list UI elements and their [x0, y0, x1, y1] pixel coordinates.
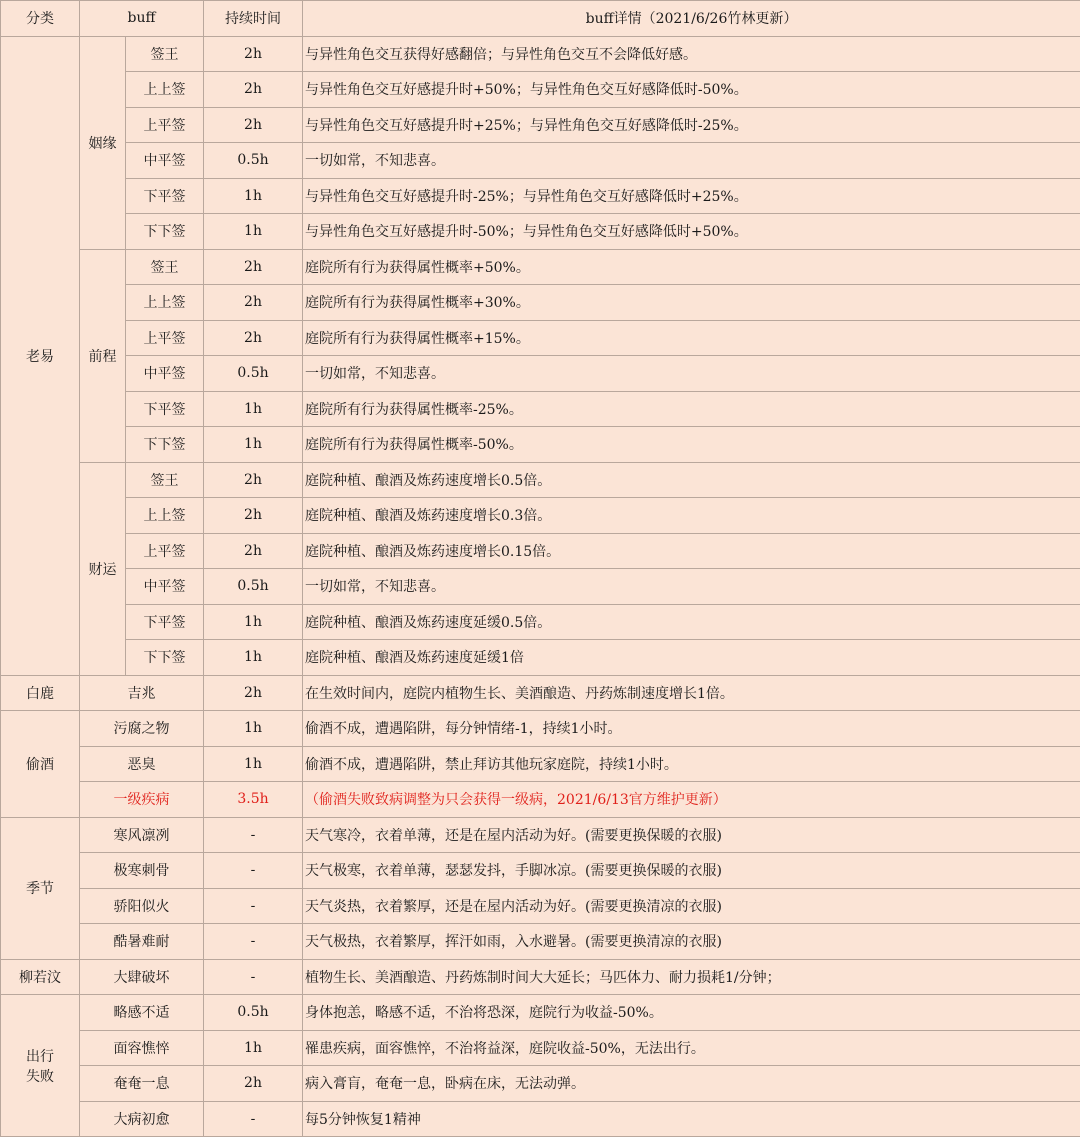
table-row — [1, 782, 1080, 818]
duration-cell: 1h — [204, 391, 303, 427]
table-row — [1, 391, 1080, 427]
table-row — [1, 1101, 1080, 1137]
buff-name-cell: 极寒刺骨 — [80, 853, 204, 889]
table-row — [1, 107, 1080, 143]
table-row — [1, 604, 1080, 640]
category-cell: 老易 — [1, 36, 80, 675]
table-row — [1, 178, 1080, 214]
header-row — [1, 1, 1080, 37]
duration-cell: 2h — [204, 249, 303, 285]
detail-cell: 庭院所有行为获得属性概率+50%。 — [303, 249, 1080, 285]
buff-name-cell: 上平签 — [126, 107, 204, 143]
table-row — [1, 498, 1080, 534]
table-row — [1, 746, 1080, 782]
duration-cell: 1h — [204, 604, 303, 640]
table-row — [1, 675, 1080, 711]
buff-name-cell: 下下签 — [126, 427, 204, 463]
table-row — [1, 320, 1080, 356]
header-detail: buff详情（2021/6/26竹林更新） — [303, 1, 1080, 37]
detail-cell: 每5分钟恢复1精神 — [303, 1101, 1080, 1137]
table-row — [1, 817, 1080, 853]
duration-cell: 1h — [204, 1030, 303, 1066]
category-cell: 季节 — [1, 817, 80, 959]
table-row — [1, 143, 1080, 179]
buff-name-cell: 上上签 — [126, 498, 204, 534]
buff-name-cell: 吉兆 — [80, 675, 204, 711]
table-row — [1, 462, 1080, 498]
table-row — [1, 249, 1080, 285]
table-row — [1, 285, 1080, 321]
duration-cell: 1h — [204, 746, 303, 782]
detail-cell: （偷酒失败致病调整为只会获得一级病，2021/6/13官方维护更新） — [303, 782, 1080, 818]
table-row — [1, 214, 1080, 250]
detail-cell: 与异性角色交互好感提升时+25%；与异性角色交互好感降低时-25%。 — [303, 107, 1080, 143]
detail-cell: 庭院所有行为获得属性概率-50%。 — [303, 427, 1080, 463]
duration-cell: 2h — [204, 285, 303, 321]
table-row — [1, 1030, 1080, 1066]
detail-cell: 庭院种植、酿酒及炼药速度增长0.15倍。 — [303, 533, 1080, 569]
buff-name-cell: 下平签 — [126, 178, 204, 214]
buff-name-cell: 骄阳似火 — [80, 888, 204, 924]
detail-cell: 偷酒不成，遭遇陷阱，禁止拜访其他玩家庭院，持续1小时。 — [303, 746, 1080, 782]
detail-cell: 庭院所有行为获得属性概率+30%。 — [303, 285, 1080, 321]
table-row — [1, 995, 1080, 1031]
duration-cell: 2h — [204, 533, 303, 569]
buff-name-cell: 一级疾病 — [80, 782, 204, 818]
buff-name-cell: 大病初愈 — [80, 1101, 204, 1137]
buff-name-cell: 上平签 — [126, 533, 204, 569]
duration-cell: 0.5h — [204, 356, 303, 392]
category-cell: 偷酒 — [1, 711, 80, 818]
duration-cell: - — [204, 853, 303, 889]
buff-name-cell: 下平签 — [126, 604, 204, 640]
table-row — [1, 569, 1080, 605]
category-cell: 出行 失败 — [1, 995, 80, 1137]
subcategory-cell: 姻缘 — [80, 36, 126, 249]
duration-cell: 3.5h — [204, 782, 303, 818]
buff-name-cell: 上平签 — [126, 320, 204, 356]
buff-name-cell: 中平签 — [126, 356, 204, 392]
duration-cell: - — [204, 924, 303, 960]
table-row — [1, 36, 1080, 72]
duration-cell: 1h — [204, 711, 303, 747]
table-row — [1, 888, 1080, 924]
detail-cell: 在生效时间内，庭院内植物生长、美酒酿造、丹药炼制速度增长1倍。 — [303, 675, 1080, 711]
duration-cell: 0.5h — [204, 995, 303, 1031]
detail-cell: 身体抱恙，略感不适，不治将恐深，庭院行为收益-50%。 — [303, 995, 1080, 1031]
detail-cell: 庭院种植、酿酒及炼药速度延缓0.5倍。 — [303, 604, 1080, 640]
detail-cell: 天气寒冷，衣着单薄，还是在屋内活动为好。(需要更换保暖的衣服) — [303, 817, 1080, 853]
detail-cell: 偷酒不成，遭遇陷阱，每分钟情绪-1，持续1小时。 — [303, 711, 1080, 747]
table-row — [1, 853, 1080, 889]
buff-name-cell: 签王 — [126, 462, 204, 498]
detail-cell: 庭院种植、酿酒及炼药速度延缓1倍 — [303, 640, 1080, 676]
duration-cell: - — [204, 1101, 303, 1137]
duration-cell: 2h — [204, 72, 303, 108]
duration-cell: - — [204, 888, 303, 924]
subcategory-cell: 财运 — [80, 462, 126, 675]
detail-cell: 庭院所有行为获得属性概率+15%。 — [303, 320, 1080, 356]
buff-name-cell: 恶臭 — [80, 746, 204, 782]
duration-cell: 2h — [204, 36, 303, 72]
detail-cell: 天气炎热，衣着繁厚，还是在屋内活动为好。(需要更换清凉的衣服) — [303, 888, 1080, 924]
table-row — [1, 72, 1080, 108]
detail-cell: 病入膏肓，奄奄一息，卧病在床，无法动弹。 — [303, 1066, 1080, 1102]
buff-name-cell: 下下签 — [126, 640, 204, 676]
detail-cell: 与异性角色交互好感提升时-50%；与异性角色交互好感降低时+50%。 — [303, 214, 1080, 250]
category-cell: 柳若汶 — [1, 959, 80, 995]
header-duration: 持续时间 — [204, 1, 303, 37]
buff-name-cell: 下平签 — [126, 391, 204, 427]
category-cell: 白鹿 — [1, 675, 80, 711]
detail-cell: 庭院种植、酿酒及炼药速度增长0.5倍。 — [303, 462, 1080, 498]
buff-name-cell: 奄奄一息 — [80, 1066, 204, 1102]
buff-name-cell: 上上签 — [126, 72, 204, 108]
buff-name-cell: 寒风凛冽 — [80, 817, 204, 853]
table-row — [1, 1066, 1080, 1102]
buff-name-cell: 略感不适 — [80, 995, 204, 1031]
detail-cell: 庭院种植、酿酒及炼药速度增长0.3倍。 — [303, 498, 1080, 534]
detail-cell: 庭院所有行为获得属性概率-25%。 — [303, 391, 1080, 427]
buff-name-cell: 污腐之物 — [80, 711, 204, 747]
table-body — [1, 36, 1080, 1137]
buff-name-cell: 面容憔悴 — [80, 1030, 204, 1066]
duration-cell: 2h — [204, 107, 303, 143]
duration-cell: 0.5h — [204, 143, 303, 179]
table-row — [1, 711, 1080, 747]
buff-name-cell: 签王 — [126, 249, 204, 285]
duration-cell: - — [204, 959, 303, 995]
detail-cell: 罹患疾病，面容憔悴，不治将益深，庭院收益-50%，无法出行。 — [303, 1030, 1080, 1066]
duration-cell: 1h — [204, 427, 303, 463]
table-row — [1, 356, 1080, 392]
duration-cell: 2h — [204, 1066, 303, 1102]
table-row — [1, 533, 1080, 569]
detail-cell: 天气极寒，衣着单薄，瑟瑟发抖，手脚冰凉。(需要更换保暖的衣服) — [303, 853, 1080, 889]
duration-cell: 2h — [204, 462, 303, 498]
detail-cell: 与异性角色交互好感提升时+50%；与异性角色交互好感降低时-50%。 — [303, 72, 1080, 108]
detail-cell: 一切如常，不知悲喜。 — [303, 143, 1080, 179]
buff-name-cell: 中平签 — [126, 569, 204, 605]
table-row — [1, 924, 1080, 960]
subcategory-cell: 前程 — [80, 249, 126, 462]
buff-name-cell: 大肆破坏 — [80, 959, 204, 995]
detail-cell: 天气极热，衣着繁厚，挥汗如雨，入水避暑。(需要更换清凉的衣服) — [303, 924, 1080, 960]
buff-name-cell: 下下签 — [126, 214, 204, 250]
buff-name-cell: 中平签 — [126, 143, 204, 179]
duration-cell: 2h — [204, 498, 303, 534]
duration-cell: 0.5h — [204, 569, 303, 605]
table-row — [1, 959, 1080, 995]
duration-cell: 2h — [204, 675, 303, 711]
duration-cell: 2h — [204, 320, 303, 356]
detail-cell: 一切如常，不知悲喜。 — [303, 569, 1080, 605]
detail-cell: 一切如常，不知悲喜。 — [303, 356, 1080, 392]
table-row — [1, 427, 1080, 463]
duration-cell: - — [204, 817, 303, 853]
detail-cell: 与异性角色交互好感提升时-25%；与异性角色交互好感降低时+25%。 — [303, 178, 1080, 214]
header-category: 分类 — [1, 1, 80, 37]
header-buff: buff — [80, 1, 204, 37]
buff-name-cell: 上上签 — [126, 285, 204, 321]
duration-cell: 1h — [204, 178, 303, 214]
buff-name-cell: 签王 — [126, 36, 204, 72]
detail-cell: 植物生长、美酒酿造、丹药炼制时间大大延长；马匹体力、耐力损耗1/分钟； — [303, 959, 1080, 995]
table-row — [1, 640, 1080, 676]
detail-cell: 与异性角色交互获得好感翻倍；与异性角色交互不会降低好感。 — [303, 36, 1080, 72]
duration-cell: 1h — [204, 214, 303, 250]
duration-cell: 1h — [204, 640, 303, 676]
buff-name-cell: 酷暑难耐 — [80, 924, 204, 960]
